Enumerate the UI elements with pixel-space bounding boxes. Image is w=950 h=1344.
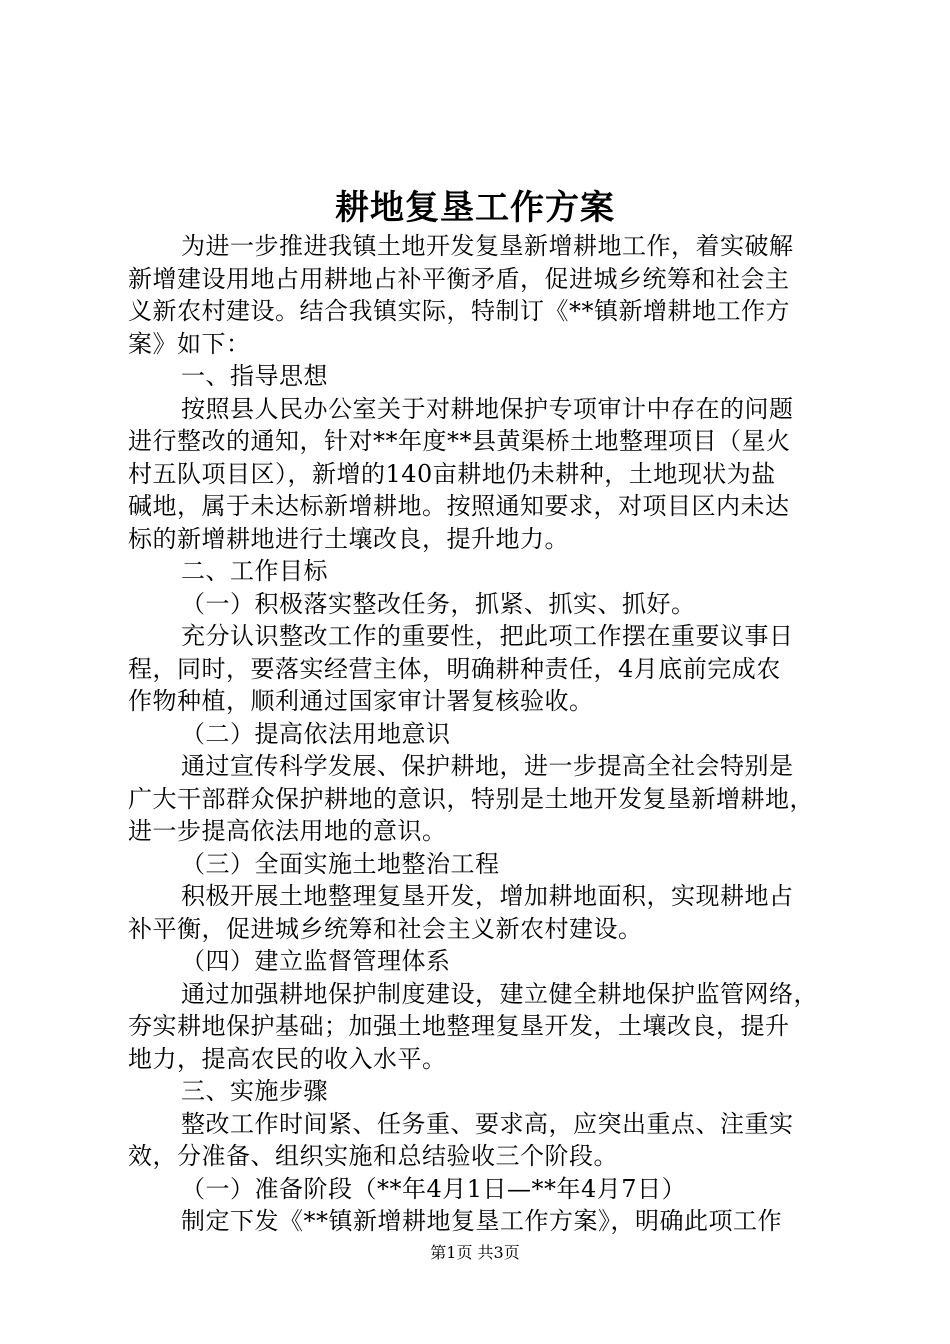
paragraph-line: 作物种植，顺利通过国家审计署复核验收。 <box>128 687 594 715</box>
section-heading: 一、指导思想 <box>181 362 328 390</box>
paragraph-line: 案》如下： <box>128 329 251 358</box>
paragraph-line: 村五队项目区），新增的140亩耕地仍未耕种，土地现状为盐 <box>128 459 776 488</box>
paragraph-line: 效，分准备、组织实施和总结验收三个阶段。 <box>128 1142 618 1170</box>
paragraph-line: 通过宣传科学发展、保护耕地，进一步提高全社会特别是 <box>181 752 794 780</box>
subsection-heading: （一）准备阶段（**年4月1日—**年4月7日） <box>181 1174 687 1203</box>
document-title: 耕地复垦工作方案 <box>335 188 615 228</box>
section-heading: 三、实施步骤 <box>181 1077 328 1105</box>
paragraph-line: 进一步提高依法用地的意识。 <box>128 817 447 845</box>
paragraph-line: 按照县人民办公室关于对耕地保护专项审计中存在的问题 <box>181 394 794 423</box>
paragraph-line: 制定下发《**镇新增耕地复垦工作方案》，明确此项工作 <box>181 1207 782 1235</box>
paragraph-line: 积极开展土地整理复垦开发，增加耕地面积，实现耕地占 <box>181 882 794 910</box>
page-footer: 第1页 共3页 <box>430 1243 520 1262</box>
paragraph-line: 为进一步推进我镇土地开发复垦新增耕地工作，着实破解 <box>181 232 794 260</box>
paragraph-line: 充分认识整改工作的重要性，把此项工作摆在重要议事日 <box>181 622 794 650</box>
document-body <box>128 230 828 1238</box>
paragraph-line: 通过加强耕地保护制度建设，建立健全耕地保护监管网络， <box>181 979 818 1008</box>
subsection-heading: （一）积极落实整改任务，抓紧、抓实、抓好。 <box>181 589 696 618</box>
section-heading: 二、工作目标 <box>181 557 328 585</box>
paragraph-line: 地力，提高农民的收入水平。 <box>128 1044 447 1073</box>
paragraph-line: 广大干部群众保护耕地的意识，特别是土地开发复垦新增耕地， <box>128 784 814 813</box>
paragraph-line: 进行整改的通知，针对**年度**县黄渠桥土地整理项目（星火 <box>128 427 791 455</box>
paragraph-line: 补平衡，促进城乡统筹和社会主义新农村建设。 <box>128 914 643 943</box>
paragraph-line: 夯实耕地保护基础；加强土地整理复垦开发，土壤改良，提升 <box>128 1012 790 1040</box>
paragraph-line: 新增建设用地占用耕地占补平衡矛盾，促进城乡统筹和社会主 <box>128 264 790 293</box>
paragraph-line: 标的新增耕地进行土壤改良，提升地力。 <box>128 524 569 553</box>
subsection-heading: （二）提高依法用地意识 <box>181 719 451 748</box>
paragraph-line: 整改工作时间紧、任务重、要求高，应突出重点、注重实 <box>181 1109 794 1138</box>
subsection-heading: （四）建立监督管理体系 <box>181 947 451 975</box>
subsection-heading: （三）全面实施土地整治工程 <box>181 849 500 878</box>
paragraph-line: 程，同时，要落实经营主体，明确耕种责任，4月底前完成农 <box>128 654 781 683</box>
paragraph-line: 义新农村建设。结合我镇实际，特制订《**镇新增耕地工作方 <box>128 297 790 325</box>
paragraph-line: 碱地，属于未达标新增耕地。按照通知要求，对项目区内未达 <box>128 492 790 520</box>
